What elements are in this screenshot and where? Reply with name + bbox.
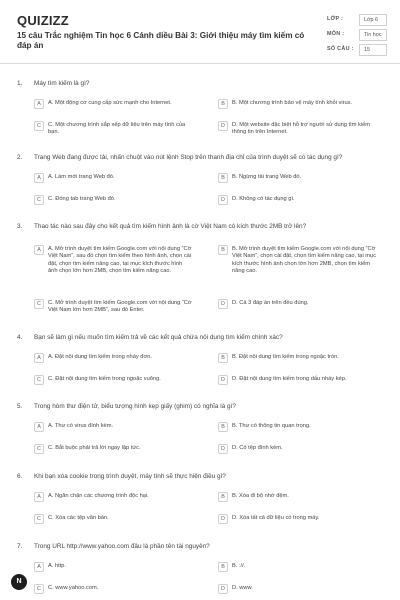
question-text: Trang Web đang được tải, nhấn chuột vào nút lệnh Stop trên thanh địa chỉ của trình duyệt sẽ có tác dụng gì? bbox=[34, 154, 343, 161]
option-text: B. Thư có thông tin quan trọng. bbox=[232, 423, 311, 429]
option-letter-badge: D bbox=[218, 121, 228, 131]
option-letter-badge: A bbox=[34, 422, 44, 432]
option-letter-badge: C bbox=[34, 444, 44, 454]
option-letter-badge: D bbox=[218, 514, 228, 524]
question-number: 6. bbox=[17, 473, 23, 480]
question-text: Máy tìm kiếm là gì? bbox=[34, 80, 90, 87]
option-letter-badge: C bbox=[34, 299, 44, 309]
option-text: B. Xóa đi bộ nhớ đệm. bbox=[232, 493, 289, 499]
option-letter-badge: D bbox=[218, 444, 228, 454]
option-letter-badge: A bbox=[34, 562, 44, 572]
meta-subject-label: MÔN : bbox=[327, 31, 345, 37]
document-title: 15 câu Trắc nghiệm Tin học 6 Cánh diều Bài 3: Giới thiệu máy tìm kiếm có đáp án bbox=[17, 31, 305, 50]
question-number: 4. bbox=[17, 334, 23, 341]
option-letter-badge: B bbox=[218, 99, 228, 109]
question-text: Khi bạn xóa cookie trong trình duyệt, máy tính sẽ thực hiện điều gì? bbox=[34, 473, 226, 480]
option-text: C. Đặt nội dung tìm kiếm trong ngoặc vuông. bbox=[48, 376, 161, 382]
option-letter-badge: D bbox=[218, 299, 228, 309]
option-letter-badge: A bbox=[34, 492, 44, 502]
option-text: D. Đặt nội dung tìm kiếm trong dấu nháy kép. bbox=[232, 376, 347, 382]
option-text: B. Một chương trình bảo vệ máy tính khỏi virus. bbox=[232, 100, 353, 106]
question-text: Trong URL http://www.yahoo.com đâu là phần tên tài nguyên? bbox=[34, 543, 210, 550]
option-text: D. Cả 3 đáp án trên đều đúng. bbox=[232, 300, 309, 306]
option-letter-badge: B bbox=[218, 353, 228, 363]
document-header bbox=[0, 0, 400, 64]
option-letter-badge: D bbox=[218, 195, 228, 205]
option-text: A. Mở trình duyệt tìm kiếm Google.com với nội dung “Cờ Việt Nam”, sau đó chọn tìm kiếm theo hình ảnh, chọn cài đặt, chọn tìm kiếm nâng cao, tại mục kích thước hình ảnh chọn lớn hơn 2MB, chọn tìm kiếm nâng cao. bbox=[48, 246, 192, 275]
option-letter-badge: B bbox=[218, 173, 228, 183]
option-text: B. Ngừng tải trang Web đó. bbox=[232, 174, 302, 180]
option-text: D. Không có tác dụng gì. bbox=[232, 196, 295, 202]
meta-count-label: SỐ CÂU : bbox=[327, 46, 354, 52]
option-letter-badge: B bbox=[218, 245, 228, 255]
option-letter-badge: A bbox=[34, 99, 44, 109]
option-text: A. Thư có virus đính kèm. bbox=[48, 423, 114, 429]
option-text: A. Làm mới trang Web đó. bbox=[48, 174, 115, 180]
question-text: Bạn sẽ làm gì nếu muốn tìm kiếm trả về các kết quả chứa nội dung tìm kiếm chính xác? bbox=[34, 334, 283, 341]
question-number: 3. bbox=[17, 223, 23, 230]
option-letter-badge: C bbox=[34, 584, 44, 594]
option-text: B. Mở trình duyệt tìm kiếm Google.com với nội dung “Cờ Việt Nam”, chọn cài đặt, chọn tìm kiếm nâng cao, tại mục kích thước hình ảnh chọn lớn hơn 2MB, chọn tìm kiếm nâng cao. bbox=[232, 246, 377, 275]
meta-count bbox=[327, 44, 389, 58]
option-letter-badge: A bbox=[34, 353, 44, 363]
option-text: B. ://. bbox=[232, 563, 246, 569]
question-text: Thao tác nào sau đây cho kết quả tìm kiếm hình ảnh là cờ Việt Nam có kích thước 2MB trở lên? bbox=[34, 223, 307, 230]
option-text: C. Xóa các tệp văn bản. bbox=[48, 515, 109, 521]
option-text: A. Một động cơ cung cấp sức mạnh cho Internet. bbox=[48, 100, 172, 106]
option-letter-badge: A bbox=[34, 173, 44, 183]
option-letter-badge: C bbox=[34, 375, 44, 385]
meta-class bbox=[327, 14, 389, 28]
option-text: B. Đặt nội dung tìm kiếm trong ngoặc tròn. bbox=[232, 354, 339, 360]
option-letter-badge: B bbox=[218, 492, 228, 502]
option-text: A. Ngăn chặn các chương trình độc hại. bbox=[48, 493, 149, 499]
option-text: C. Một chương trình sắp xếp dữ liệu trên máy tính của bạn. bbox=[48, 122, 186, 136]
question-number: 2. bbox=[17, 154, 23, 161]
option-text: D. Một website đặc biệt hỗ trợ người sử dụng tìm kiếm thông tin trên Internet. bbox=[232, 122, 371, 136]
option-text: D. www. bbox=[232, 585, 253, 591]
question-number: 7. bbox=[17, 543, 23, 550]
option-letter-badge: D bbox=[218, 584, 228, 594]
question-text: Trong hòm thư điện tử, biểu tượng hình kẹp giấy (ghim) có nghĩa là gì? bbox=[34, 403, 236, 410]
option-letter-badge: D bbox=[218, 375, 228, 385]
option-text: A. http. bbox=[48, 563, 67, 569]
option-text: C. Đóng tab trang Web đó. bbox=[48, 196, 116, 202]
option-letter-badge: C bbox=[34, 195, 44, 205]
option-letter-badge: C bbox=[34, 514, 44, 524]
meta-class-label: LỚP : bbox=[327, 16, 344, 22]
meta-count-value: 15 bbox=[359, 44, 387, 56]
option-text: A. Đặt nội dung tìm kiếm trong nháy đơn. bbox=[48, 354, 152, 360]
question-number: 1. bbox=[17, 80, 23, 87]
meta-subject bbox=[327, 29, 389, 43]
n-logo-icon[interactable]: N bbox=[11, 574, 27, 590]
option-letter-badge: B bbox=[218, 422, 228, 432]
meta-subject-value: Tin học bbox=[359, 29, 387, 41]
question-number: 5. bbox=[17, 403, 23, 410]
option-letter-badge: A bbox=[34, 245, 44, 255]
option-text: C. www.yahoo.com. bbox=[48, 585, 99, 591]
option-text: C. Bắt buộc phải trả lời ngay lập tức. bbox=[48, 445, 141, 451]
option-letter-badge: B bbox=[218, 562, 228, 572]
option-text: D. Có tệp đính kèm. bbox=[232, 445, 283, 451]
option-text: D. Xóa tất cả dữ liệu có trong máy. bbox=[232, 515, 320, 521]
quizizz-logo[interactable]: QUIZIZZ bbox=[17, 13, 69, 28]
option-letter-badge: C bbox=[34, 121, 44, 131]
option-text: C. Mở trình duyệt tìm kiếm Google.com với nội dung “Cờ Việt Nam lớn hơn 2MB”, sau đó Enter. bbox=[48, 300, 192, 314]
meta-class-value: Lớp 6 bbox=[359, 14, 387, 26]
